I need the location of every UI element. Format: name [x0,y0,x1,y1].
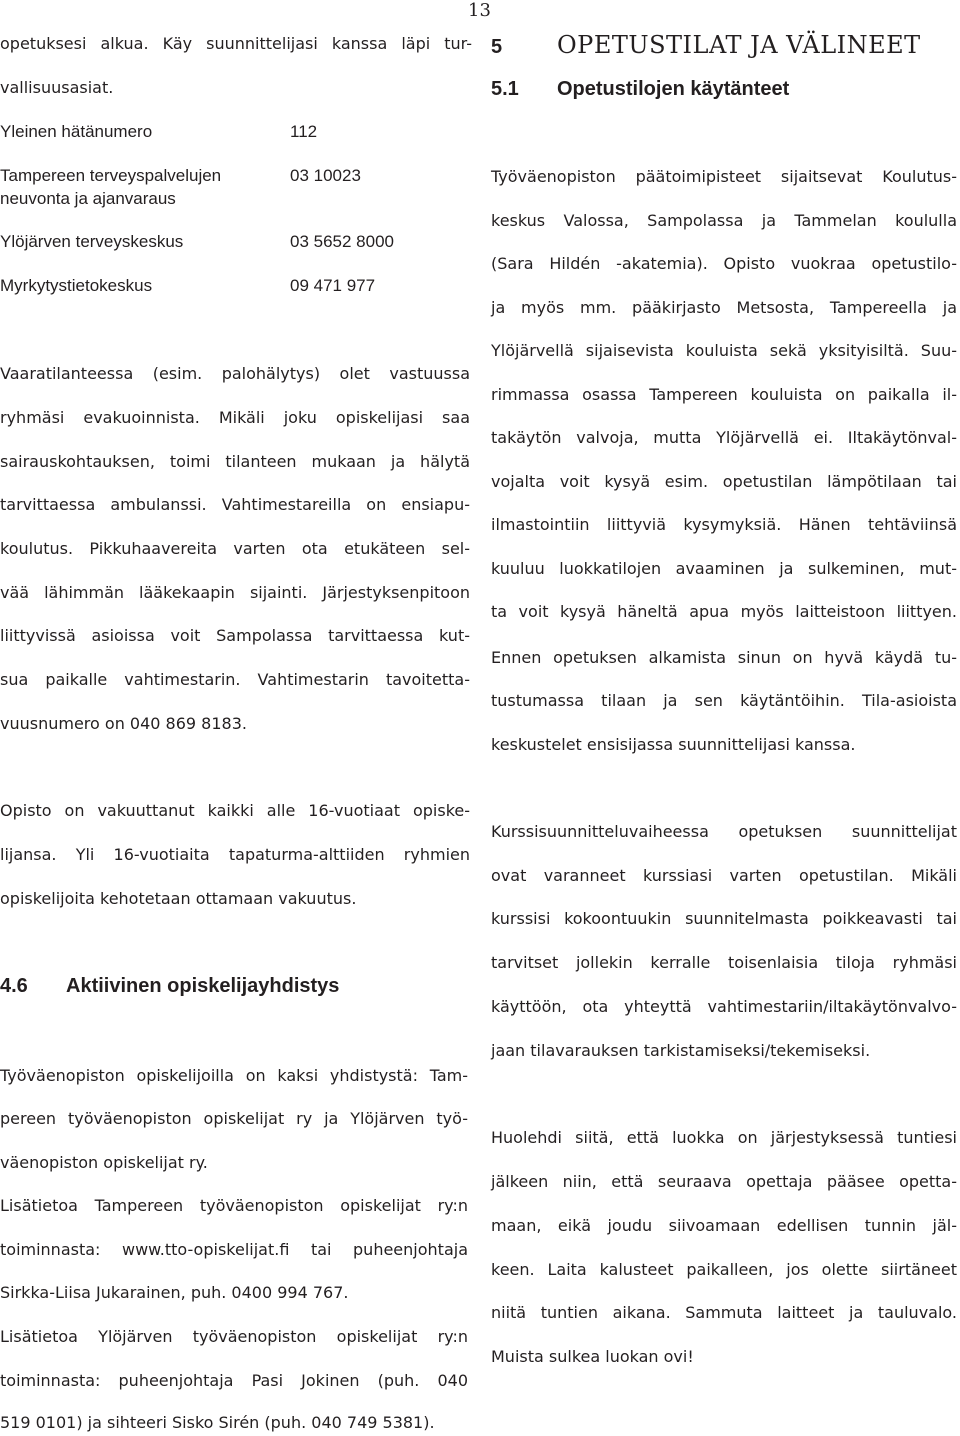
section-title: Aktiivinen opiskelijayhdistys [66,975,340,997]
paragraph-line: koulutus. Pikkuhaavereita varten ota etukäteen sel- [0,539,470,558]
paragraph-line: Sirkka-Liisa Jukarainen, puh. 0400 994 767. [0,1283,349,1302]
paragraph-line: kuuluu luokkatilojen avaaminen ja sulkeminen, mut- [491,559,957,578]
paragraph-line: 519 0101) ja sihteeri Sisko Sirén (puh. 040 749 5381). [0,1413,435,1432]
paragraph-line: takäytön valvoja, mutta Ylöjärvellä ei. Iltakäytönval- [491,428,957,447]
paragraph-line: Työväenopiston opiskelijoilla on kaksi yhdistystä: Tam- [0,1066,468,1085]
contact-name: Ylöjärven terveyskeskus [0,232,184,251]
paragraph-line: ja myös mm. pääkirjasto Metsosta, Tampereella ja [491,298,957,317]
contact-name: Yleinen hätänumero [0,122,153,141]
paragraph-line: Lisätietoa Ylöjärven työväenopiston opiskelijat ry:n [0,1327,468,1346]
paragraph-line: Ennen opetuksen alkamista sinun on hyvä käydä tu- [491,648,957,667]
paragraph-line: kurssisi kokoontuukin suunnitelmasta poikkeavasti tai [491,909,957,928]
paragraph-line: niitä tuntien aikana. Sammuta laitteet ja tauluvalo. [491,1303,957,1322]
paragraph-line: vuusnumero on 040 869 8183. [0,714,247,733]
paragraph-line: (Sara Hildén -akatemia). Opisto vuokraa opetustilo- [491,254,957,273]
paragraph-line: Huolehdi siitä, että luokka on järjestyksessä tuntiesi [491,1128,957,1147]
chapter-title: OPETUSTILAT JA VÄLINEET [557,31,921,59]
paragraph-line: ta voit kysyä häneltä apua myös laitteistoon liittyen. [491,602,957,621]
paragraph-line: jälkeen niin, että seuraava opettaja pääsee opetta- [491,1172,957,1191]
paragraph-line: Työväenopiston päätoimipisteet sijaitsevat Koulutus- [491,167,957,186]
paragraph-line: toiminnasta: www.tto-opiskelijat.fi tai puheenjohtaja [0,1240,468,1259]
paragraph-line: tarvitset jollekin kerralle toisenlaisia tiloja ryhmäsi [491,953,957,972]
section-title: Opetustilojen käytänteet [557,78,790,100]
paragraph-line: keen. Laita kalusteet paikalleen, jos olette siirtäneet [491,1260,957,1279]
section-heading [491,77,790,101]
paragraph-line: opiskelijoita kehotetaan ottamaan vakuutus. [0,889,357,908]
paragraph-line: sua paikalle vahtimestarin. Vahtimestarin tavoitetta- [0,670,470,689]
chapter-heading [491,30,921,62]
paragraph-line: ryhmäsi evakuoinnista. Mikäli joku opiskelijasi saa [0,408,470,427]
contact-number: 112 [290,122,318,141]
paragraph-line: liittyvissä asioissa voit Sampolassa tarvittaessa kut- [0,626,470,645]
paragraph-line: käyttöön, ota yhteyttä vahtimestariin/iltakäytönvalvo- [491,997,957,1016]
section-number: 4.6 [0,975,28,997]
paragraph-line: vää lähimmän lääkekaapin sijainti. Järjestyksenpitoon [0,583,470,602]
paragraph-line: vojalta voit kysyä esim. opetustilan lämpötilaan tai [491,472,957,491]
paragraph-line: Muista sulkea luokan ovi! [491,1347,694,1366]
contact-number: 03 10023 [290,166,361,185]
paragraph-line: tarvittaessa ambulanssi. Vahtimestareilla on ensiapu- [0,495,470,514]
paragraph-line: ilmastointiin liittyviä kysymyksiä. Hänen tehtäviinsä [491,515,957,534]
paragraph-line: maan, eikä joudu siivoamaan edellisen tunnin jäl- [491,1216,957,1235]
page-number: 13 [468,0,491,21]
contact-number: 03 5652 8000 [290,232,394,251]
paragraph-line: rimmassa osassa Tampereen kouluista on paikalla il- [491,385,957,404]
contact-name-line2: neuvonta ja ajanvaraus [0,189,176,208]
paragraph-line: tustumassa tilaan ja sen käytäntöihin. Tila-asioista [491,691,957,710]
paragraph-line: toiminnasta: puheenjohtaja Pasi Jokinen (puh. 040 [0,1371,468,1390]
paragraph-line: ovat varanneet kurssiasi varten opetustilan. Mikäli [491,866,957,885]
section-number: 5.1 [491,78,519,100]
contact-number: 09 471 977 [290,276,376,295]
paragraph-line: Kurssisuunnitteluvaiheessa opetuksen suunnittelijat [491,822,957,841]
contact-name: Tampereen terveyspalvelujen [0,166,222,185]
paragraph-line: väenopiston opiskelijat ry. [0,1153,208,1172]
paragraph-line: lijansa. Yli 16-vuotiaita tapaturma-alttiiden ryhmien [0,845,470,864]
paragraph-line: Opisto on vakuuttanut kaikki alle 16-vuotiaat opiske- [0,801,470,820]
chapter-number: 5 [491,36,503,58]
intro-line: opetuksesi alkua. Käy suunnittelijasi kanssa läpi tur- [0,34,472,53]
paragraph-line: Vaaratilanteessa (esim. palohälytys) olet vastuussa [0,364,470,383]
section-heading [0,974,340,998]
intro-line: vallisuusasiat. [0,78,114,97]
paragraph-line: Lisätietoa Tampereen työväenopiston opiskelijat ry:n [0,1196,468,1215]
paragraph-line: keskus Valossa, Sampolassa ja Tammelan koululla [491,211,957,230]
paragraph-line: jaan tilavarauksen tarkistamiseksi/tekemiseksi. [491,1041,871,1060]
paragraph-line: sairauskohtauksen, toimi tilanteen mukaan ja hälytä [0,452,470,471]
contact-name: Myrkytystietokeskus [0,276,153,295]
paragraph-line: keskustelet ensisijassa suunnittelijasi kanssa. [491,735,856,754]
paragraph-line: Ylöjärvellä sijaisevista kouluista sekä yksityisiltä. Suu- [491,341,957,360]
paragraph-line: pereen työväenopiston opiskelijat ry ja Ylöjärven työ- [0,1109,468,1128]
